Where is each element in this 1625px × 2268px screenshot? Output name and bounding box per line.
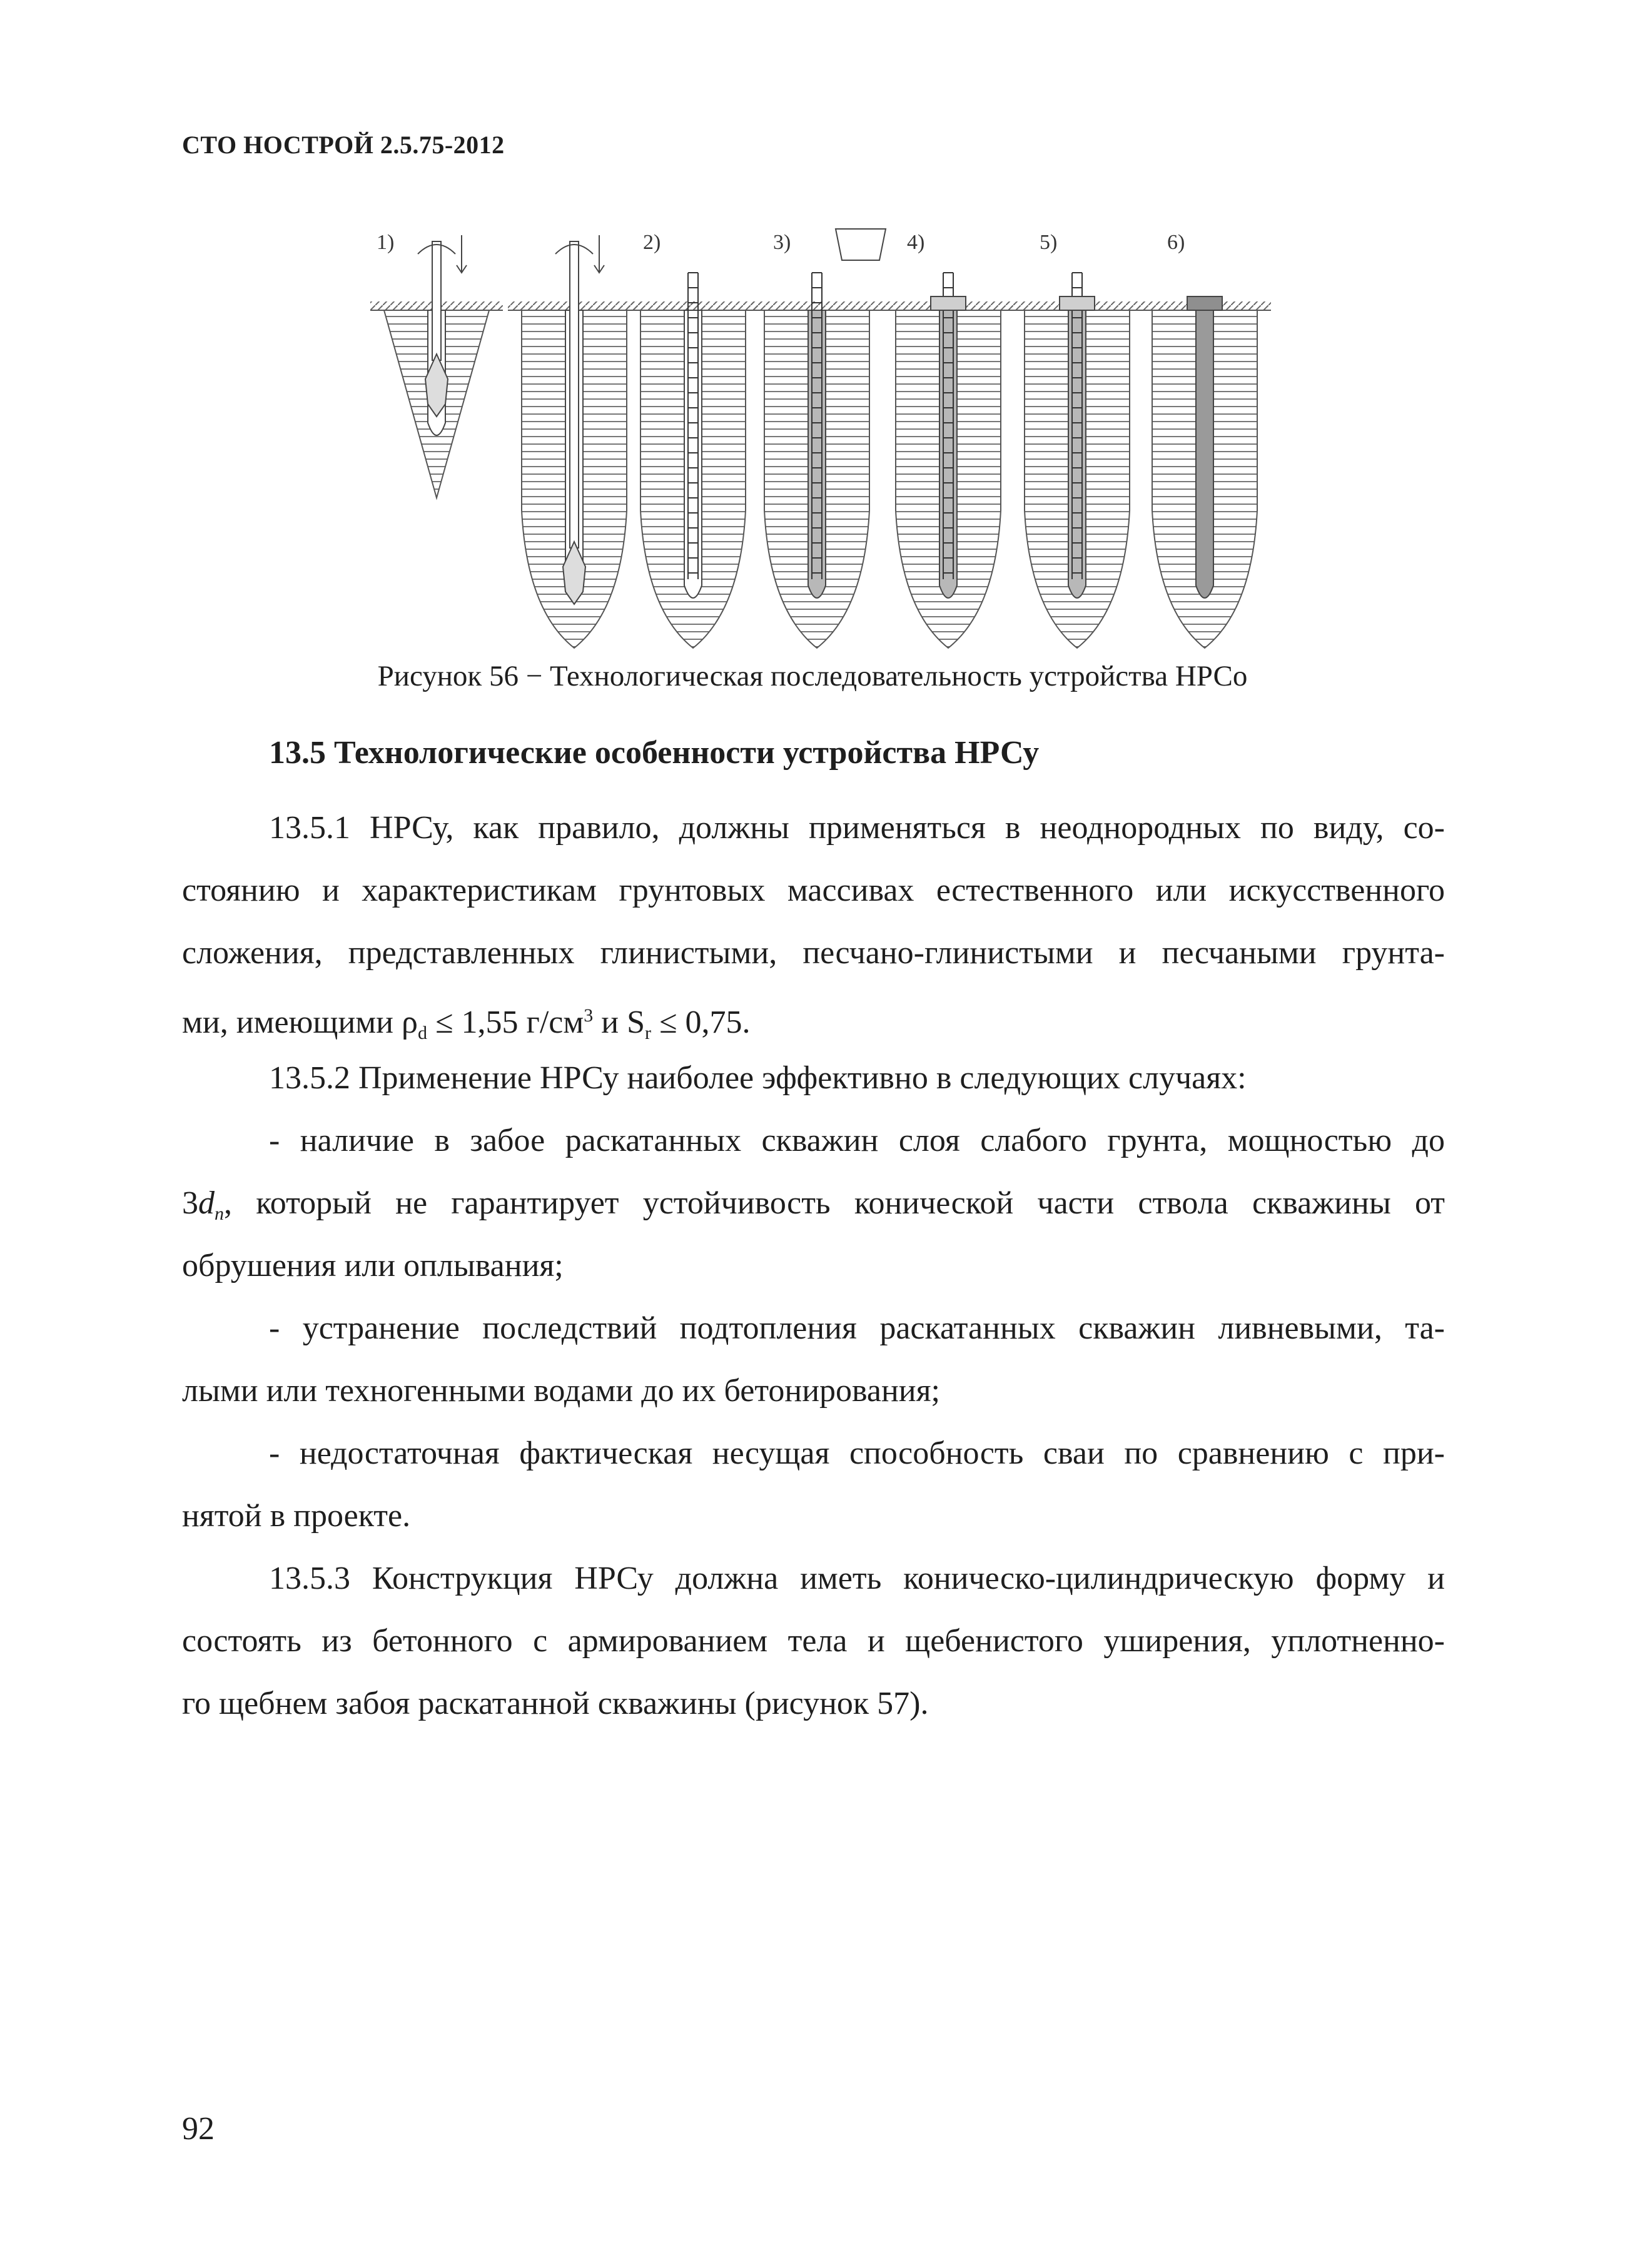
- text-fragment: 3: [182, 1185, 198, 1221]
- bullet-1-line-2: [182, 1185, 1445, 1233]
- text-fragment: ≤ 1,55 г/см: [427, 1005, 584, 1040]
- section-title: 13.5 Технологические особенности устройства НРСу: [269, 735, 1040, 771]
- paragraph-13-5-3-line-2: состоять из бетонного с армированием тела и щебенистого уширения, уплотненно-: [182, 1623, 1445, 1659]
- paragraph-13-5-1-line-1: 13.5.1 НРСу, как правило, должны применяться в неоднородных по виду, со-: [269, 810, 1445, 846]
- subscript-d: d: [417, 1023, 427, 1043]
- rolling-rod: [432, 241, 441, 360]
- step-label-4: 4): [907, 231, 925, 254]
- bullet-1-line-3: обрушения или оплывания;: [182, 1248, 564, 1283]
- pile-cap: [1187, 296, 1222, 310]
- pile-cap: [1060, 296, 1095, 310]
- paragraph-13-5-3-line-1: 13.5.3 Конструкция НРСу должна иметь коническо-цилиндрическую форму и: [269, 1561, 1445, 1596]
- step-label-6: 6): [1167, 231, 1185, 254]
- paragraph-13-5-1-line-2: стоянию и характеристикам грунтовых массивах естественного или искусственного: [182, 873, 1445, 908]
- borehole-shaft: [808, 310, 826, 598]
- step-label-1: 1): [377, 231, 395, 254]
- rolling-rod: [570, 241, 579, 548]
- figure-caption: Рисунок 56 − Технологическая последовательность устройства НРСо: [377, 660, 1248, 692]
- text-fragment: ми, имеющими ρ: [182, 1005, 418, 1040]
- document-header: СТО НОСТРОЙ 2.5.75-2012: [182, 131, 505, 159]
- paragraph-13-5-2: 13.5.2 Применение НРСу наиболее эффективно в следующих случаях:: [269, 1060, 1247, 1096]
- step-label-5: 5): [1040, 231, 1058, 254]
- paragraph-13-5-1-line-3: сложения, представленных глинистыми, песчано-глинистыми и песчаными грунта-: [182, 935, 1445, 971]
- borehole-shaft: [1068, 310, 1086, 598]
- step-label-2: 2): [643, 231, 661, 254]
- subscript-r: r: [645, 1023, 652, 1043]
- figure-56: [368, 223, 1301, 662]
- italic-d: d: [198, 1185, 215, 1221]
- borehole-shaft: [684, 310, 702, 598]
- bullet-3-line-1: - недостаточная фактическая несущая способность сваи по сравнению с при-: [269, 1435, 1445, 1471]
- step-label-3: 3): [773, 231, 791, 254]
- borehole-shaft: [1196, 310, 1213, 598]
- concrete-bucket-icon: [836, 229, 886, 260]
- borehole-shaft: [939, 310, 957, 598]
- bullet-3-line-2: нятой в проекте.: [182, 1498, 411, 1534]
- superscript-3: 3: [584, 1005, 594, 1026]
- subscript-p: п: [215, 1203, 224, 1224]
- paragraph-13-5-1-line-4: [182, 997, 751, 1052]
- bullet-2-line-1: - устранение последствий подтопления раскатанных скважин ливневыми, та-: [269, 1310, 1445, 1346]
- pile-cap: [931, 296, 966, 310]
- bullet-2-line-2: лыми или техногенными водами до их бетонирования;: [182, 1373, 940, 1409]
- text-fragment: ≤ 0,75.: [651, 1005, 751, 1040]
- pile-sequence-diagram: [368, 223, 1301, 662]
- page-number: 92: [182, 2111, 215, 2147]
- text-fragment: и S: [593, 1005, 645, 1040]
- text-fragment: , который не гарантирует устойчивость конической части ствола скважины от: [224, 1185, 1445, 1221]
- bullet-1-line-1: - наличие в забое раскатанных скважин слоя слабого грунта, мощностью до: [269, 1123, 1445, 1158]
- paragraph-13-5-3-line-3: го щебнем забоя раскатанной скважины (рисунок 57).: [182, 1686, 929, 1721]
